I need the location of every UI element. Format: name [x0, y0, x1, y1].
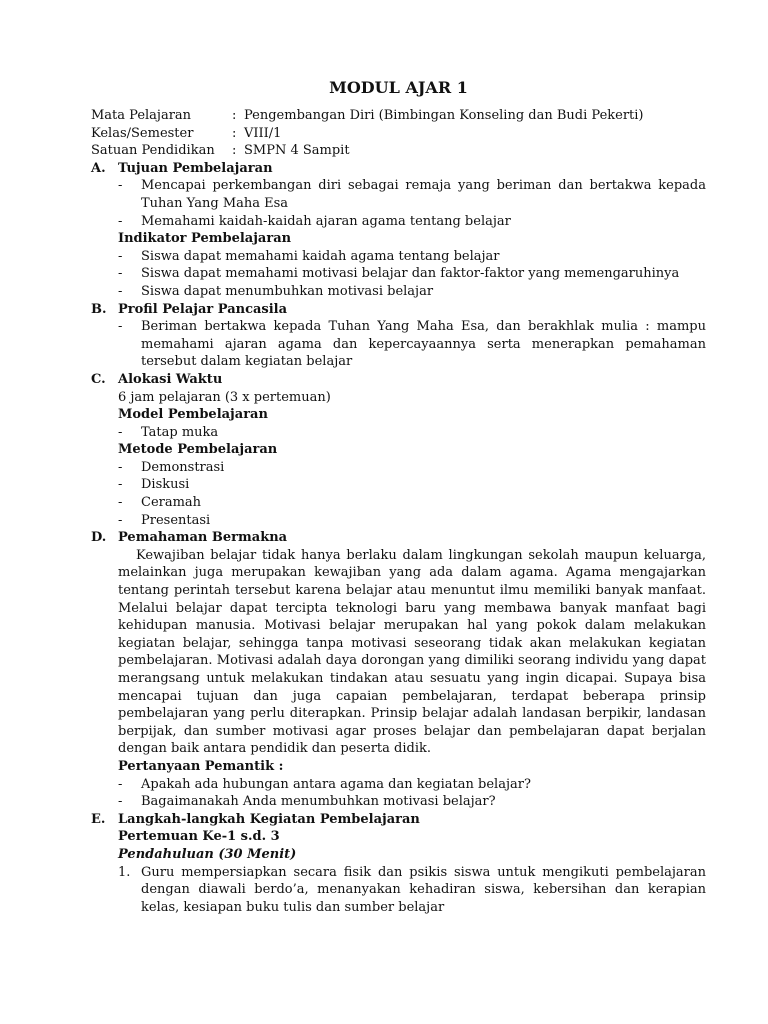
list-item — [91, 177, 706, 212]
list-item — [91, 776, 706, 794]
meta-label: Mata Pelajaran — [91, 108, 192, 123]
section-letter: B. — [91, 301, 107, 317]
section-title: Pemahaman Bermakna — [118, 530, 288, 546]
list-item — [91, 213, 706, 231]
item-number: 1. — [118, 864, 131, 880]
meta-row-school — [91, 142, 706, 160]
section-letter: D. — [91, 530, 107, 546]
list-item-text: Demonstrasi — [141, 459, 225, 475]
bullet-dash: - — [118, 248, 123, 264]
list-item — [91, 459, 706, 477]
subheading-questions: Pertanyaan Pemantik : — [118, 758, 284, 774]
subheading-model: Model Pembelajaran — [118, 407, 268, 423]
list-item-text: Ceramah — [141, 495, 202, 511]
list-item-text: Siswa dapat menumbuhkan motivasi belajar — [141, 283, 434, 299]
list-item-text: Diskusi — [141, 477, 190, 493]
meta-value: Pengembangan Diri (Bimbingan Konseling dan Budi Pekerti) — [244, 108, 644, 123]
meta-row-class — [91, 125, 706, 143]
bullet-dash: - — [118, 477, 123, 493]
bullet-dash: - — [118, 266, 123, 282]
list-item — [91, 248, 706, 266]
subheading-method: Metode Pembelajaran — [118, 442, 278, 458]
list-item-text: Siswa dapat memahami motivasi belajar dan faktor-faktor yang memengaruhinya — [141, 266, 680, 282]
list-item — [91, 512, 706, 530]
list-item-text: Siswa dapat memahami kaidah agama tentang belajar — [141, 248, 500, 264]
section-title: Alokasi Waktu — [118, 371, 223, 387]
list-item-text: Tatap muka — [141, 424, 219, 440]
meta-row-subject — [91, 107, 706, 125]
meta-value: SMPN 4 Sampit — [244, 143, 350, 159]
bullet-dash: - — [118, 283, 123, 299]
bullet-dash: - — [118, 495, 123, 511]
list-item — [91, 424, 706, 442]
section-d-heading — [91, 529, 706, 547]
meta-label: Satuan Pendidikan — [91, 143, 215, 159]
subheading-indicators: Indikator Pembelajaran — [118, 231, 292, 247]
body-paragraph: Kewajiban belajar tidak hanya berlaku dalam lingkungan sekolah maupun keluarga, melainkan juga merupakan kewajiban yang ada dalam agama. Agama mengajarkan tentang perintah tersebut karena belajar atau menuntut ilmu memiliki banyak manfaat. Melalui belajar dapat tercipta teknologi baru yang membawa banyak manfaat bagi kehidupan manusia. Motivasi belajar merupakan hal yang pokok dalam melakukan kegiatan belajar, sehingga tanpa motivasi seseorang tidak akan melakukan kegiatan pembelajaran. Motivasi adalah daya dorongan yang dimiliki seorang individu yang dapat merangsang untuk melakukan tindakan atau sesuatu yang ingin dicapai. Supaya bisa mencapai tujuan dan juga capaian pembelajaran, terdapat beberapa prinsip pembelajaran yang perlu diterapkan. Prinsip belajar adalah landasan berpikir, landasan berpijak, dan sumber motivasi agar proses belajar dan pembelajaran dapat berjalan dengan baik antara pendidik dan peserta didik. — [118, 547, 706, 757]
section-e-heading — [91, 811, 706, 829]
section-title: Profil Pelajar Pancasila — [118, 301, 288, 317]
bullet-dash: - — [118, 794, 123, 810]
numbered-item — [91, 864, 706, 917]
list-item-text: Beriman bertakwa kepada Tuhan Yang Maha Esa, dan berakhlak mulia : mampu memahami ajaran agama dan kepercayaannya serta menerapkan pemahaman tersebut dalam kegiatan belajar — [141, 319, 706, 370]
list-item-text: Presentasi — [141, 512, 211, 528]
list-item-text: Mencapai perkembangan diri sebagai remaja yang beriman dan bertakwa kepada Tuhan Yang Maha Esa — [141, 178, 706, 211]
section-title: Langkah-langkah Kegiatan Pembelajaran — [118, 811, 420, 827]
meta-value: VIII/1 — [244, 125, 282, 141]
list-item-text: Apakah ada hubungan antara agama dan kegiatan belajar? — [141, 776, 531, 792]
list-item — [91, 265, 706, 283]
section-a-heading — [91, 160, 706, 178]
list-item-text: Bagaimanakah Anda menumbuhkan motivasi belajar? — [141, 794, 496, 810]
subheading-intro: Pendahuluan (30 Menit) — [118, 846, 297, 862]
bullet-dash: - — [118, 319, 123, 335]
bullet-dash: - — [118, 213, 123, 229]
bullet-dash: - — [118, 512, 123, 528]
list-item-text: Memahami kaidah-kaidah ajaran agama tentang belajar — [141, 213, 511, 229]
list-item-text: Guru mempersiapkan secara fisik dan psikis siswa untuk mengikuti pembelajaran dengan diawali berdo’a, menanyakan kehadiran siswa, kebersihan dan kerapian kelas, kesiapan buku tulis dan sumber belajar — [141, 864, 706, 915]
list-item — [91, 793, 706, 811]
bullet-dash: - — [118, 178, 123, 194]
list-item — [91, 476, 706, 494]
page-title: MODUL AJAR 1 — [329, 78, 468, 97]
section-letter: A. — [91, 160, 106, 176]
section-c-heading — [91, 371, 706, 389]
subheading-meeting: Pertemuan Ke-1 s.d. 3 — [118, 829, 280, 845]
list-item — [91, 318, 706, 371]
section-letter: C. — [91, 371, 106, 387]
time-allocation-text: 6 jam pelajaran (3 x pertemuan) — [118, 389, 331, 405]
section-b-heading — [91, 301, 706, 319]
meta-block — [91, 107, 706, 160]
meta-colon: : — [232, 143, 237, 159]
bullet-dash: - — [118, 424, 123, 440]
bullet-dash: - — [118, 776, 123, 792]
meta-colon: : — [232, 108, 237, 123]
list-item — [91, 494, 706, 512]
bullet-dash: - — [118, 459, 123, 475]
meta-colon: : — [232, 125, 237, 141]
meta-label: Kelas/Semester — [91, 125, 194, 141]
list-item — [91, 283, 706, 301]
section-title: Tujuan Pembelajaran — [118, 160, 273, 176]
section-letter: E. — [91, 811, 106, 827]
